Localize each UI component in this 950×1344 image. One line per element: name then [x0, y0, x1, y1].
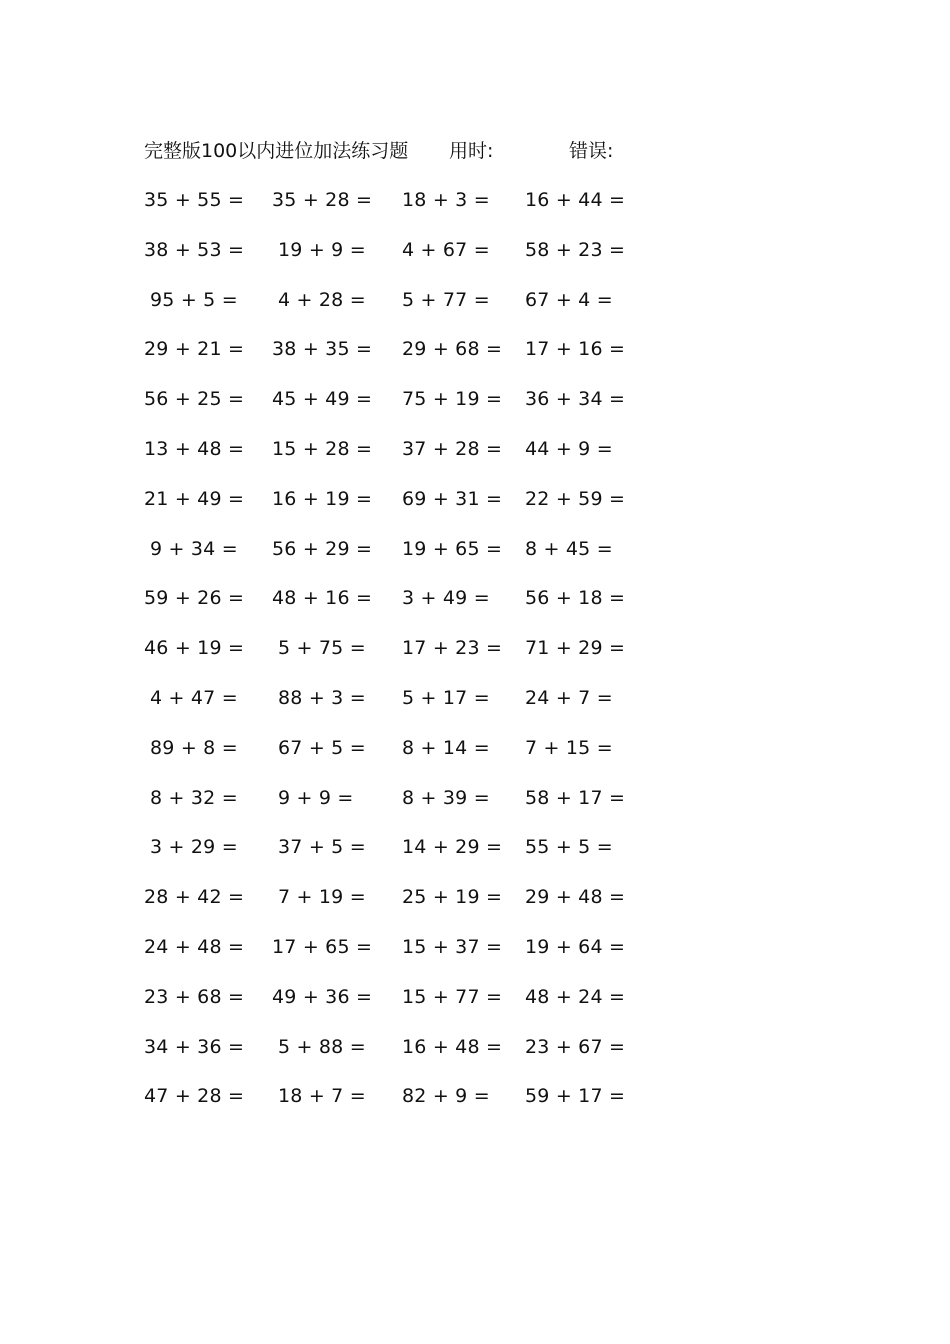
- problem-item: 22 + 59 =: [525, 487, 626, 510]
- problem-grid: [0, 186, 950, 1132]
- problem-row: [0, 286, 950, 336]
- problem-row: [0, 485, 950, 535]
- problem-item: 48 + 16 =: [272, 587, 373, 610]
- problem-item: 69 + 31 =: [402, 487, 503, 510]
- problem-row: [0, 385, 950, 435]
- problem-item: 15 + 37 =: [402, 935, 503, 958]
- problem-item: 89 + 8 =: [150, 736, 238, 759]
- problem-item: 17 + 65 =: [272, 935, 373, 958]
- problem-item: 9 + 34 =: [150, 537, 238, 560]
- problem-item: 23 + 68 =: [144, 985, 245, 1008]
- problem-item: 82 + 9 =: [402, 1085, 490, 1108]
- problem-item: 17 + 23 =: [402, 637, 503, 660]
- problem-item: 58 + 23 =: [525, 238, 626, 261]
- problem-item: 5 + 77 =: [402, 288, 490, 311]
- problem-item: 14 + 29 =: [402, 836, 503, 859]
- problem-row: [0, 186, 950, 236]
- problem-item: 8 + 14 =: [402, 736, 490, 759]
- worksheet-header: [0, 137, 950, 165]
- problem-item: 29 + 21 =: [144, 338, 245, 361]
- problem-item: 47 + 28 =: [144, 1085, 245, 1108]
- problem-item: 88 + 3 =: [278, 686, 366, 709]
- problem-item: 35 + 28 =: [272, 189, 373, 211]
- problem-item: 56 + 25 =: [144, 388, 245, 411]
- problem-item: 38 + 35 =: [272, 338, 373, 361]
- problem-row: [0, 435, 950, 485]
- problem-item: 59 + 17 =: [525, 1085, 626, 1108]
- problem-item: 5 + 75 =: [278, 637, 366, 660]
- problem-item: 19 + 65 =: [402, 537, 503, 560]
- problem-item: 5 + 17 =: [402, 686, 490, 709]
- problem-item: 29 + 48 =: [525, 886, 626, 909]
- problem-item: 7 + 19 =: [278, 886, 366, 909]
- problem-item: 38 + 53 =: [144, 238, 245, 261]
- problem-item: 19 + 64 =: [525, 935, 626, 958]
- problem-item: 36 + 34 =: [525, 388, 626, 411]
- problem-item: 29 + 68 =: [402, 338, 503, 361]
- problem-item: 37 + 28 =: [402, 437, 503, 460]
- problem-row: [0, 634, 950, 684]
- problem-row: [0, 584, 950, 634]
- problem-item: 8 + 39 =: [402, 786, 490, 809]
- problem-item: 25 + 19 =: [402, 886, 503, 909]
- problem-item: 5 + 88 =: [278, 1035, 366, 1058]
- problem-item: 3 + 29 =: [150, 836, 238, 859]
- problem-item: 18 + 3 =: [402, 189, 490, 211]
- time-label: 用时:: [449, 140, 494, 162]
- problem-row: [0, 983, 950, 1033]
- problem-item: 15 + 77 =: [402, 985, 503, 1008]
- problem-item: 48 + 24 =: [525, 985, 626, 1008]
- problem-item: 24 + 7 =: [525, 686, 613, 709]
- problem-item: 4 + 28 =: [278, 288, 366, 311]
- problem-item: 16 + 19 =: [272, 487, 373, 510]
- problem-item: 59 + 26 =: [144, 587, 245, 610]
- problem-item: 71 + 29 =: [525, 637, 626, 660]
- problem-item: 13 + 48 =: [144, 437, 245, 460]
- problem-row: [0, 236, 950, 286]
- errors-label: 错误:: [569, 140, 614, 162]
- problem-item: 67 + 4 =: [525, 288, 613, 311]
- problem-item: 75 + 19 =: [402, 388, 503, 411]
- problem-item: 34 + 36 =: [144, 1035, 245, 1058]
- problem-row: [0, 684, 950, 734]
- problem-row: [0, 335, 950, 385]
- problem-item: 95 + 5 =: [150, 288, 238, 311]
- problem-row: [0, 535, 950, 585]
- problem-item: 35 + 55 =: [144, 189, 245, 211]
- problem-item: 67 + 5 =: [278, 736, 366, 759]
- problem-item: 56 + 29 =: [272, 537, 373, 560]
- problem-row: [0, 933, 950, 983]
- problem-item: 49 + 36 =: [272, 985, 373, 1008]
- problem-row: [0, 784, 950, 834]
- problem-item: 24 + 48 =: [144, 935, 245, 958]
- problem-item: 18 + 7 =: [278, 1085, 366, 1108]
- problem-item: 28 + 42 =: [144, 886, 245, 909]
- worksheet-title: 完整版100以内进位加法练习题: [144, 140, 409, 162]
- problem-item: 8 + 32 =: [150, 786, 238, 809]
- problem-item: 23 + 67 =: [525, 1035, 626, 1058]
- problem-row: [0, 1033, 950, 1083]
- problem-item: 8 + 45 =: [525, 537, 613, 560]
- problem-row: [0, 1082, 950, 1132]
- problem-item: 4 + 67 =: [402, 238, 490, 261]
- problem-item: 19 + 9 =: [278, 238, 366, 261]
- problem-item: 4 + 47 =: [150, 686, 238, 709]
- problem-item: 21 + 49 =: [144, 487, 245, 510]
- problem-item: 7 + 15 =: [525, 736, 613, 759]
- problem-item: 3 + 49 =: [402, 587, 490, 610]
- problem-item: 15 + 28 =: [272, 437, 373, 460]
- problem-item: 16 + 44 =: [525, 189, 626, 211]
- problem-row: [0, 883, 950, 933]
- problem-item: 9 + 9 =: [278, 786, 354, 809]
- problem-item: 45 + 49 =: [272, 388, 373, 411]
- problem-item: 58 + 17 =: [525, 786, 626, 809]
- problem-item: 55 + 5 =: [525, 836, 613, 859]
- problem-row: [0, 833, 950, 883]
- problem-item: 37 + 5 =: [278, 836, 366, 859]
- problem-item: 46 + 19 =: [144, 637, 245, 660]
- problem-item: 16 + 48 =: [402, 1035, 503, 1058]
- problem-row: [0, 734, 950, 784]
- problem-item: 17 + 16 =: [525, 338, 626, 361]
- problem-item: 44 + 9 =: [525, 437, 613, 460]
- problem-item: 56 + 18 =: [525, 587, 626, 610]
